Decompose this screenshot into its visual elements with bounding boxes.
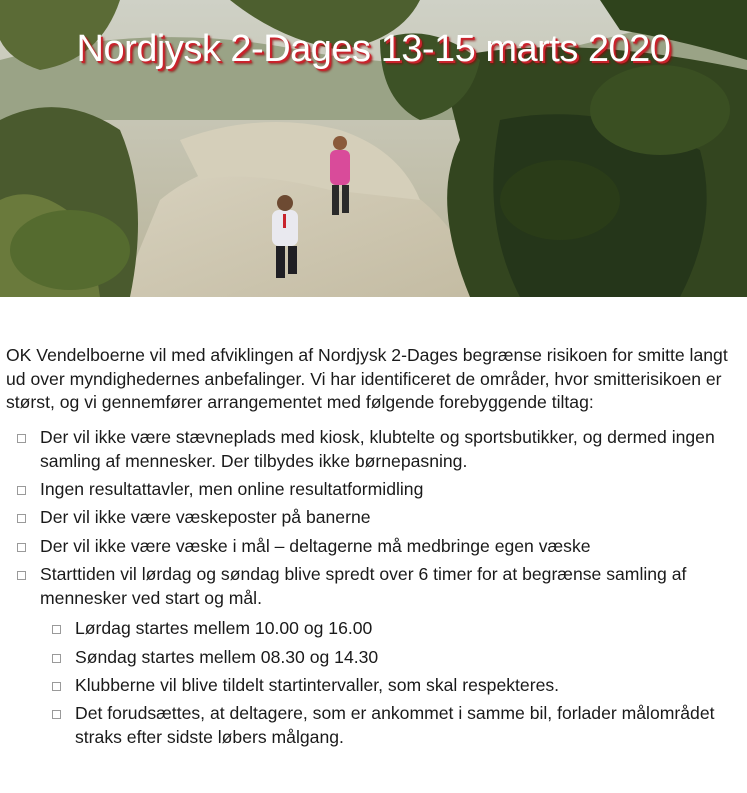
list-item-text: Der vil ikke være væske i mål – deltagerne må medbringe egen væske [40, 535, 591, 556]
list-item [6, 426, 741, 473]
hollow-square-bullet-icon [52, 682, 61, 691]
list-item-text: Søndag startes mellem 08.30 og 14.30 [75, 646, 379, 667]
hollow-square-bullet-icon [17, 514, 26, 523]
hollow-square-bullet-icon [17, 434, 26, 443]
list-item [6, 646, 741, 670]
hollow-square-bullet-icon [17, 486, 26, 495]
list-item-text: Lørdag startes mellem 10.00 og 16.00 [75, 618, 373, 639]
list-item [6, 478, 741, 502]
hollow-square-bullet-icon [17, 571, 26, 580]
list-item-text: Starttiden vil lørdag og søndag blive spredt over 6 timer for at begrænse samling af mennesker ved start og mål. [40, 564, 687, 608]
hollow-square-bullet-icon [17, 543, 26, 552]
start-times-list [6, 617, 741, 749]
list-item-text: Der vil ikke være væskeposter på banerne [40, 507, 371, 528]
hero-banner [0, 0, 747, 297]
hollow-square-bullet-icon [52, 625, 61, 634]
list-item [6, 535, 741, 559]
list-item [6, 506, 741, 530]
hollow-square-bullet-icon [52, 654, 61, 663]
nested-list-container [6, 617, 741, 749]
list-item [6, 674, 741, 698]
article-body [6, 344, 741, 754]
hollow-square-bullet-icon [52, 710, 61, 719]
page-title: Nordjysk 2-Dages 13-15 marts 2020 [76, 28, 671, 70]
list-item [6, 563, 741, 610]
list-item [6, 702, 741, 749]
list-item-text: Klubberne vil blive tildelt startintervaller, som skal respekteres. [75, 675, 560, 695]
list-item [6, 617, 741, 641]
intro-paragraph: OK Vendelboerne vil med afviklingen af Nordjysk 2-Dages begrænse risikoen for smitte langt ud over myndighedernes anbefalinger. Vi har identificeret de områder, hvor smitterisikoen er størst, og vi gennemfører arrangementet med følgende forebyggende tiltag: [6, 345, 728, 413]
list-item-text: Der vil ikke være stævneplads med kiosk, klubtelte og sportsbutikker, og dermed ingen samling af mennesker. Der tilbydes ikke børnepasning. [40, 427, 715, 471]
list-item-text: Det forudsættes, at deltagere, som er ankommet i samme bil, forlader målområdet straks efter sidste løbers målgang. [75, 703, 715, 747]
list-item-text: Ingen resultattavler, men online resultatformidling [40, 479, 424, 500]
measures-list [6, 426, 741, 750]
